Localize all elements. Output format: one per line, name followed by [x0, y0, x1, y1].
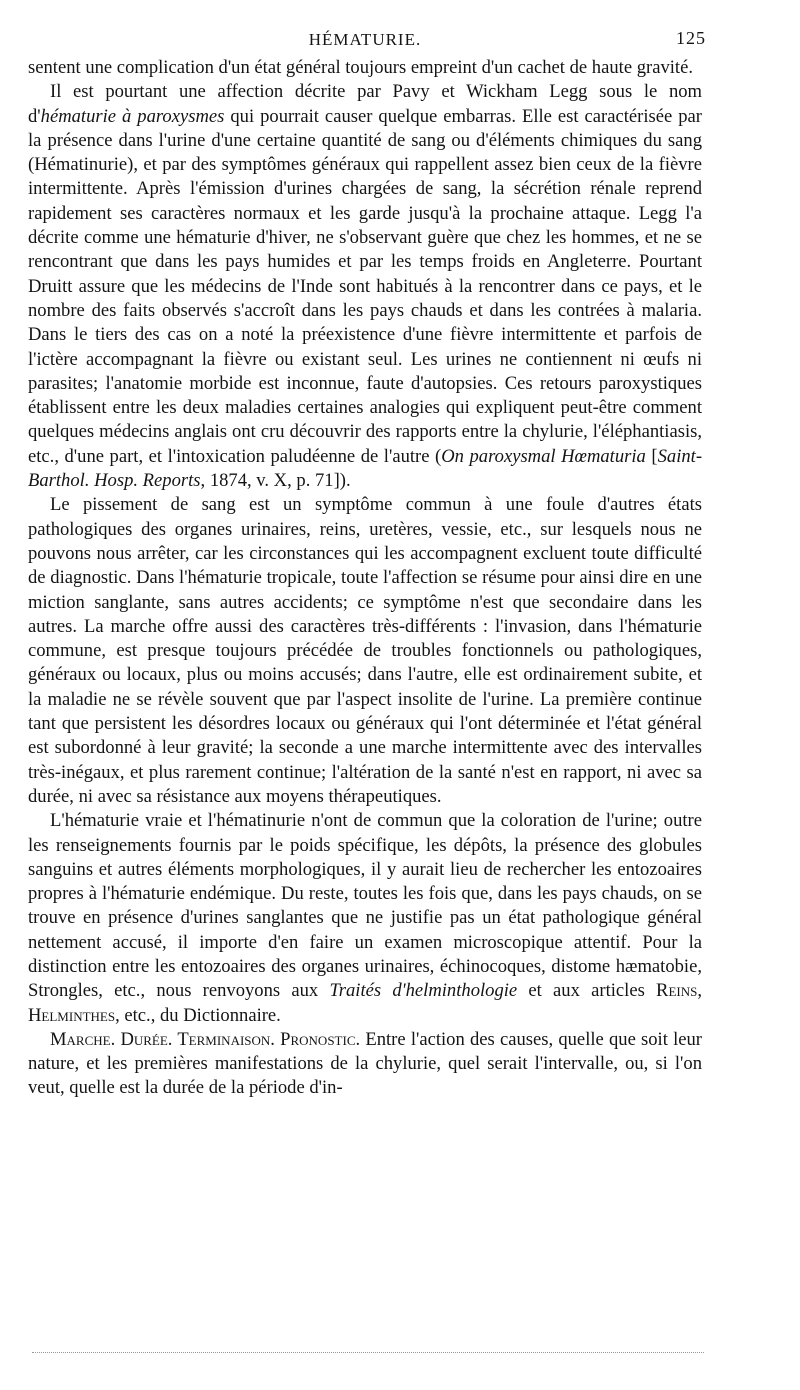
- text-run: sentent une complication d'un état général toujours empreint d'un cachet de haute gravité.: [28, 57, 693, 78]
- paragraph: [28, 56, 702, 80]
- small-caps-text: Helminthes: [28, 1004, 116, 1026]
- body-text: [28, 56, 702, 1101]
- text-run: , etc., du Dictionnaire.: [115, 1004, 281, 1026]
- text-run: Entre l'action des causes, quelle que soit leur nature, et les premières manifestations de la chylurie, quel serait l'intervalle, ou, si l'on veut, quelle est la durée de la période d'in-: [28, 1028, 702, 1099]
- paragraph: [28, 1028, 702, 1101]
- italic-text: hématurie à paroxysmes: [40, 105, 225, 127]
- italic-text: Saint-Barthol. Hosp. Reports: [28, 445, 703, 492]
- bottom-dotted-rule: [32, 1352, 704, 1353]
- page-number: 125: [676, 28, 706, 48]
- small-caps-text: Reins: [656, 980, 698, 1002]
- running-header: [28, 22, 706, 56]
- paragraph: [28, 809, 702, 1028]
- text-run: Il est pourtant une affection décrite par Pavy et Wickham Legg sous le nom d': [28, 81, 702, 127]
- text-run: , 1874, v. X, p. 71]).: [200, 470, 351, 492]
- italic-text: Traités d'helminthologie: [329, 980, 518, 1002]
- text-run: et aux articles: [517, 980, 657, 1002]
- text-run: [: [645, 445, 658, 467]
- text-run: Le pissement de sang est un symptôme commun à une foule d'autres états pathologiques des organes urinaires, reins, uretères, vessie, etc., sur lesquels nous ne pouvons nous arrêter, car les circonstances qui les accompagnent excluent toute difficulté de diagnostic. Dans l'hématurie tropicale, toute l'affection se résume pour ainsi dire en une miction sanglante, sans autres accidents; ce symptôme n'est que secondaire dans les autres. La marche offre aussi des caractères très-différents : l'invasion, dans l'hématurie commune, est presque toujours précédée de troubles fonctionnels ou pathologiques, généraux ou locaux, plus ou moins accusés; dans l'autre, elle est ordinairement subite, et la maladie ne se révèle souvent que par l'aspect insolite de l'urine. La première continue tant que persistent les désordres locaux ou généraux qui l'ont déterminée et l'état général est subordonné à leur gravité; la seconde a une marche intermittente avec des intervalles très-inégaux, et plus rarement continue; l'altération de la santé n'est en rapport, ni avec sa durée, ni avec sa résistance aux moyens thérapeutiques.: [28, 494, 702, 807]
- paragraph: [28, 80, 702, 493]
- text-run: L'hématurie vraie et l'hématinurie n'ont de commun que la coloration de l'urine; outre les renseignements fournis par le poids spécifique, les dépôts, la présence des globules sanguins et autres éléments morphologiques, il y aurait lieu de rechercher les entozoaires propres à l'hématurie endémique. Du reste, toutes les fois que, dans les pays chauds, on se trouve en présence d'urines sanglantes que ne justifie pas un état pathologique général nettement accusé, il importe d'en faire un examen microscopique attentif. Pour la distinction entre les entozoaires des organes urinaires, échinocoques, distome hæmatobie, Strongles, etc., nous renvoyons aux: [28, 810, 702, 1002]
- text-run: ,: [697, 980, 702, 1002]
- running-title: HÉMATURIE.: [308, 30, 422, 49]
- italic-text: On paroxysmal Hœmaturia: [441, 445, 646, 467]
- page: [28, 22, 706, 1101]
- text-run: qui pourrait causer quelque embarras. Elle est caractérisée par la présence dans l'urine d'une certaine quantité de sang ou d'éléments chimiques du sang (Hématinurie), et par des symptômes généraux qui rappellent assez bien ceux de la fièvre intermittente. Après l'émission d'urines chargées de sang, la sécrétion rénale reprend rapidement ses caractères normaux et les garde jusqu'à la prochaine attaque. Legg l'a décrite comme une hématurie d'hiver, ne s'observant guère que chez les hommes, et ne se rencontrant que dans les pays humides et par les temps froids en Angleterre. Pourtant Druitt assure que les médecins de l'Inde sont habitués à la rencontrer dans ce pays, et le nombre des faits observés s'accroît dans les pays chauds et dans les contrées à malaria. Dans le tiers des cas on a noté la préexistence d'une fièvre intermittente et parfois de l'ictère accompagnant la fièvre ou existant seul. Les urines ne contiennent ni œufs ni parasites; l'anatomie morbide est inconnue, faute d'autopsies. Ces retours paroxystiques établissent entre les deux maladies certaines analogies qui expliquent peut-être comment quelques médecins anglais ont cru découvrir des rapports entre la chylurie, l'éléphantiasis, etc., d'une part, et l'intoxication paludéenne de l'autre (: [28, 105, 702, 467]
- paragraph: [28, 493, 702, 809]
- small-caps-text: Marche. Durée. Terminaison. Pronostic.: [50, 1028, 361, 1050]
